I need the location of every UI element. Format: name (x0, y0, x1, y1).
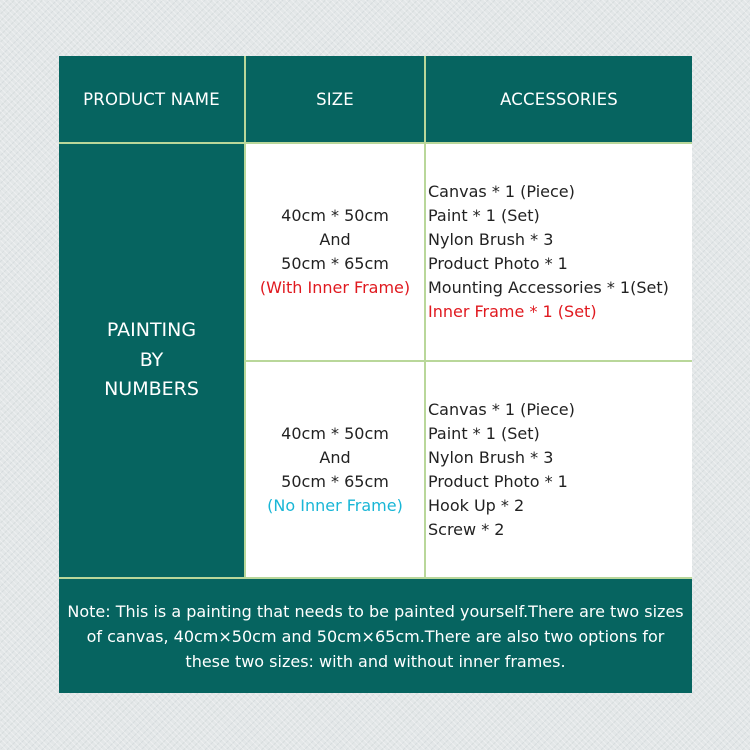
size-cell-with-frame (246, 144, 424, 360)
accessory-item: Nylon Brush * 3 (428, 230, 554, 249)
accessory-item: Product Photo * 1 (428, 254, 568, 273)
header-product-name-label: PRODUCT NAME (83, 89, 220, 109)
accessories-cell-with-frame (426, 144, 692, 360)
product-name-line: PAINTING (106, 319, 197, 342)
note-text: Note: This is a painting that needs to be painted yourself.There are two sizes of canvas, 40cm×50cm and 50cm×65cm.There are also two options for these two sizes: with and without inner frames. (67, 601, 684, 671)
accessory-item: Paint * 1 (Set) (428, 423, 540, 443)
accessory-item: Mounting Accessories * 1(Set) (428, 278, 669, 297)
accessory-item: Screw * 2 (428, 519, 505, 539)
accessory-item: Nylon Brush * 3 (428, 447, 554, 467)
size-line: 40cm * 50cm (281, 206, 389, 225)
product-name-line: NUMBERS (104, 378, 199, 401)
accessory-item: Hook Up * 2 (428, 495, 525, 515)
size-cell-no-frame (246, 362, 424, 577)
accessories-cell-no-frame (426, 362, 692, 577)
accessory-item: Canvas * 1 (Piece) (428, 399, 575, 419)
header-accessories-label: ACCESSORIES (500, 89, 618, 109)
spec-table (59, 56, 692, 693)
accessory-item: Paint * 1 (Set) (428, 206, 540, 225)
note-cell (59, 579, 692, 693)
size-line: 50cm * 65cm (281, 471, 389, 491)
accessory-item: Canvas * 1 (Piece) (428, 182, 575, 201)
size-line: 40cm * 50cm (281, 423, 389, 443)
header-size-label: SIZE (316, 89, 354, 109)
accessory-item-highlight: Inner Frame * 1 (Set) (428, 302, 597, 321)
accessory-item: Product Photo * 1 (428, 471, 568, 491)
size-line: 50cm * 65cm (281, 254, 389, 273)
product-name-line: BY (139, 348, 164, 371)
header-size (246, 56, 424, 142)
size-option-label: (With Inner Frame) (259, 278, 411, 297)
product-name-cell (59, 144, 244, 577)
header-accessories (426, 56, 692, 142)
size-option-label: (No Inner Frame) (267, 495, 403, 515)
header-product-name (59, 56, 244, 142)
size-line: And (319, 230, 351, 249)
size-line: And (319, 447, 351, 467)
